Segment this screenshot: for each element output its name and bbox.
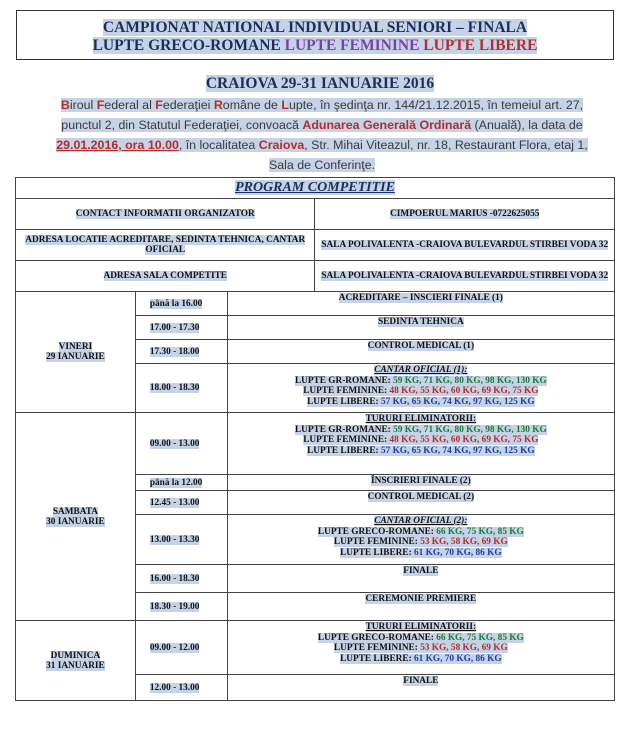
notice-paragraph: Biroul Federal al Federaţiei Române de Lupte, în şedinţa nr. 144/21.12.2015, în temeiul art. 27, punctul 2, din Statutul Federaţiei, convoacă Adunarea Generală Ordinară (Anuală), la data de 29.01.2016, ora 10.00, în localitatea Craiova, Str. Mihai Viteazul, nr. 18, Restaurant Flora, etaj 1, Sala de Conferinţe. — [56, 98, 588, 172]
info-label: ADRESA SALA COMPETITE — [103, 271, 227, 281]
info-value: CIMPOERUL MARIUS -0722625055 — [390, 209, 540, 219]
schedule-row: 16.00 - 18.30 FINALE — [16, 565, 615, 593]
title-line-1: CAMPIONAT NATIONAL INDIVIDUAL SENIORI – FINALA — [102, 19, 528, 36]
info-row — [16, 230, 615, 261]
info-label: CONTACT INFORMATII ORGANIZATOR — [75, 209, 255, 219]
day-cell-saturday: SAMBATA 30 IANUARIE — [16, 413, 136, 621]
schedule-row — [16, 292, 615, 316]
notice-city: Craiova — [258, 138, 305, 152]
schedule-row: 12.00 - 13.00 FINALE — [16, 675, 615, 701]
info-row — [16, 261, 615, 292]
notice-adunare: Adunarea Generală Ordinară — [302, 118, 472, 132]
schedule-row: 17.00 - 17.30 SEDINTA TEHNICA — [16, 316, 615, 340]
info-value: SALA POLIVALENTA -CRAIOVA BULEVARDUL STIRBEI VODA 32 — [321, 240, 609, 250]
info-value: SALA POLIVALENTA -CRAIOVA BULEVARDUL STIRBEI VODA 32 — [321, 271, 609, 281]
schedule-row: DUMINICA 31 IANUARIE 09.00 - 12.00 TURURI ELIMINATORII: LUPTE GRECO-ROMANE: 66 KG, 75 KG, 85 KG LUPTE FEMININE: 53 KG, 58 KG, 69 KG LUPTE LIBERE: 61 KG, 70 KG, 86 KG — [16, 621, 615, 675]
time-cell: până la 16.00 — [135, 292, 227, 316]
program-table — [15, 177, 615, 701]
schedule-row: 18.30 - 19.00 CEREMONIE PREMIERE — [16, 593, 615, 621]
notice-date: 29.01.2016, ora 10.00 — [56, 138, 179, 152]
schedule-row: până la 12.00 ÎNSCRIERI FINALE (2) — [16, 475, 615, 491]
schedule-row: 17.30 - 18.00 CONTROL MEDICAL (1) — [16, 340, 615, 364]
info-label: ADRESA LOCATIE ACREDITARE, SEDINTA TEHNICA, CANTAR OFICIAL — [25, 235, 306, 255]
title-libere: LUPTE LIBERE — [423, 37, 538, 54]
schedule-row: SAMBATA 30 IANUARIE 09.00 - 13.00 TURURI ELIMINATORII: LUPTE GR-ROMANE: 59 KG, 71 KG, 80 KG, 98 KG, 130 KG LUPTE FEMININE: 48 KG, 55 KG, 60 KG, 69 KG, 75 KG LUPTE LIBERE: 57 KG, 65 KG, 74 KG, 97 KG, 125 KG — [16, 413, 615, 475]
title-feminine: LUPTE FEMININE — [284, 37, 420, 54]
activity-cell: ACREDITARE – INSCIERI FINALE (1) — [227, 292, 614, 316]
info-row — [16, 199, 615, 230]
schedule-row: 18.00 - 18.30 CANTAR OFICIAL (1): LUPTE GR-ROMANE: 59 KG, 71 KG, 80 KG, 98 KG, 130 KG LUPTE FEMININE: 48 KG, 55 KG, 60 KG, 69 KG, 75 KG LUPTE LIBERE: 57 KG, 65 KG, 74 KG, 97 KG, 125 KG — [16, 364, 615, 413]
day-cell-sunday: DUMINICA 31 IANUARIE — [16, 621, 136, 701]
day-cell-friday: VINERI 29 IANUARIE — [16, 292, 136, 413]
program-title: PROGRAM COMPETITIE — [16, 178, 615, 199]
schedule-row: 12.45 - 13.00 CONTROL MEDICAL (2) — [16, 491, 615, 515]
city-date-heading: CRAIOVA 29-31 IANUARIE 2016 — [205, 75, 435, 92]
title-greco-romane: LUPTE GRECO-ROMANE — [92, 37, 281, 54]
title-box — [16, 10, 614, 60]
schedule-row: 13.00 - 13.30 CANTAR OFICIAL (2): LUPTE GRECO-ROMANE: 66 KG, 75 KG, 85 KG LUPTE FEMININE: 53 KG, 58 KG, 69 KG LUPTE LIBERE: 61 KG, 70 KG, 86 KG — [16, 515, 615, 565]
